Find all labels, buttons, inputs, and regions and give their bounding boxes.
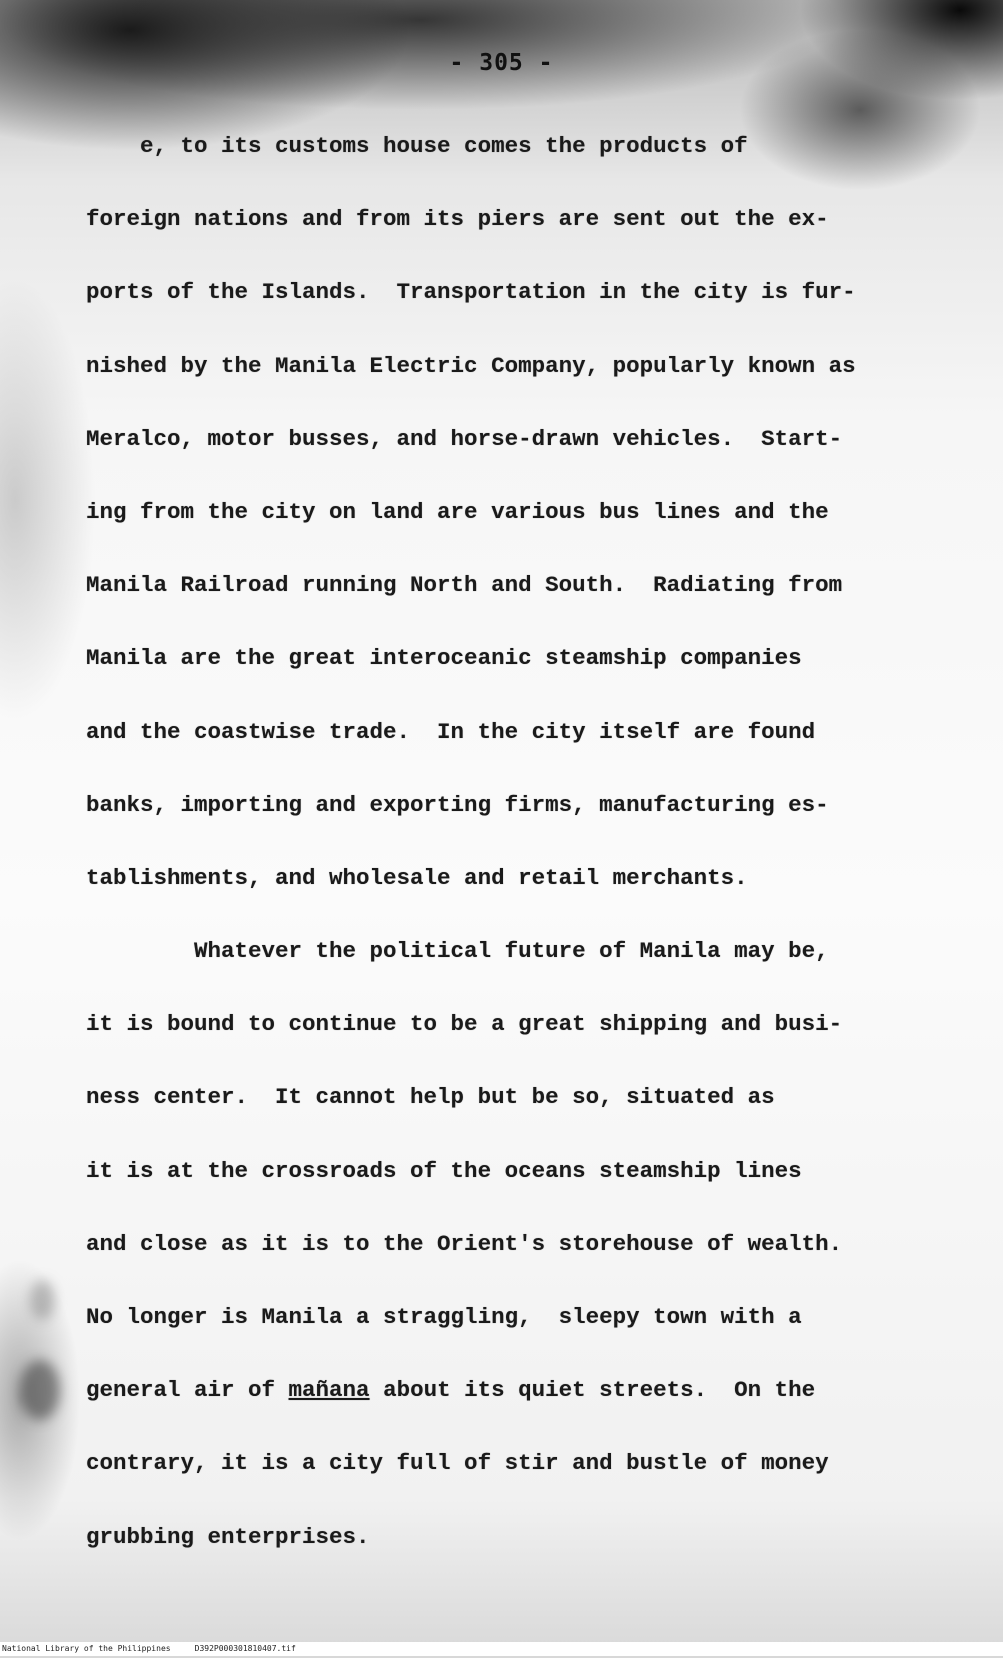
text-line: ness center. It cannot help but be so, situated as [86,1084,775,1111]
text-segment: general air of [86,1377,289,1404]
ink-smudge [30,1280,55,1320]
scan-footer: National Library of the Philippines D392P000301810407.tif [0,1642,1003,1656]
text-segment: about its quiet streets. On the [369,1377,816,1404]
body-text [86,110,946,1574]
text-line: grubbing enterprises. [86,1523,370,1550]
ink-smudge [20,1360,60,1420]
text-line-with-underline [86,1354,946,1427]
text-line: e, to its customs house comes the products of [86,133,748,159]
text-line: and close as it is to the Orient's storehouse of wealth. [86,1230,843,1257]
text-line: Meralco, motor busses, and horse-drawn vehicles. Start- [86,425,843,452]
text-line: Manila Railroad running North and South. Radiating from [86,572,843,599]
text-line: ports of the Islands. Transportation in the city is fur- [86,279,856,306]
text-line: tablishments, and wholesale and retail merchants. [86,864,748,891]
text-line: and the coastwise trade. In the city itself are found [86,718,816,745]
text-line: ing from the city on land are various bus lines and the [86,498,829,525]
text-line: Whatever the political future of Manila may be, [86,938,829,965]
text-line: banks, importing and exporting firms, manufacturing es- [86,791,829,818]
text-line: it is at the crossroads of the oceans steamship lines [86,1157,802,1184]
text-line: foreign nations and from its piers are sent out the ex- [86,206,829,233]
underlined-word: mañana [288,1377,370,1404]
text-line: Manila are the great interoceanic steamship companies [86,645,802,672]
text-line: contrary, it is a city full of stir and bustle of money [86,1450,829,1477]
page-number: - 305 - [449,50,554,76]
text-line: No longer is Manila a straggling, sleepy town with a [86,1304,802,1330]
text-line: it is bound to continue to be a great shipping and busi- [86,1011,843,1038]
text-line: nished by the Manila Electric Company, popularly known as [86,352,856,379]
